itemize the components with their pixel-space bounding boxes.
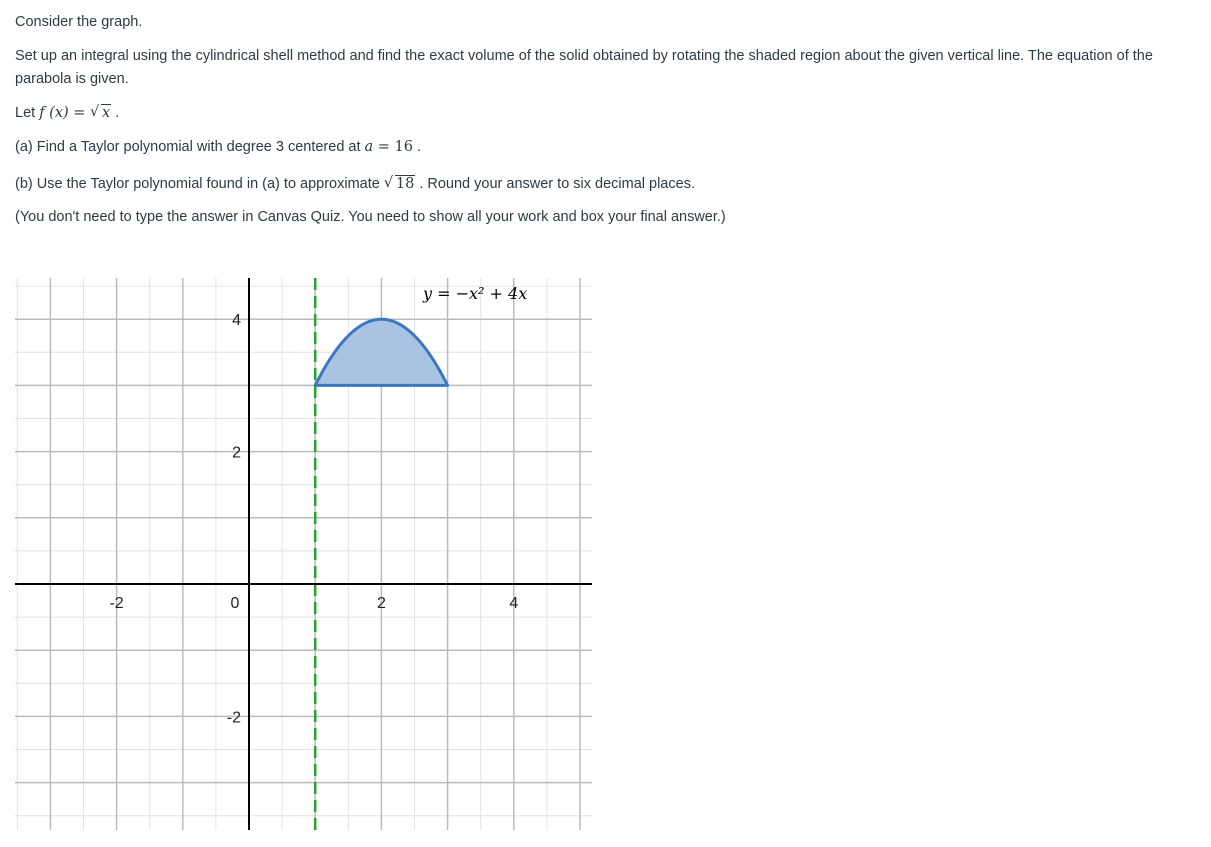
x-tick-label: 4: [509, 595, 519, 612]
grid-minor: [15, 278, 592, 830]
y-tick-label: -2: [226, 709, 241, 727]
grid-major: [15, 278, 592, 830]
part-b-text: (b) Use the Taylor polynomial found in (a) to approximate: [15, 176, 384, 192]
sqrt-symbol-b: √ 18: [383, 175, 415, 192]
curve-label: y = −x² + 4x: [423, 284, 528, 303]
let-suffix: .: [111, 105, 120, 121]
graph: [0, 270, 600, 835]
part-b: [15, 173, 1195, 196]
part-a: [15, 136, 1195, 159]
part-a-math: a =: [364, 139, 395, 155]
function-arg: x: [102, 105, 111, 121]
instructions-text: Set up an integral using the cylindrical shell method and find the exact volume of the solid obtained by rotating the shaded region about the given vertical line. The equation of the parabola is given.: [15, 48, 1153, 87]
x-tick-label: -2: [109, 595, 124, 612]
shaded-region: [315, 319, 447, 385]
let-prefix: Let: [15, 105, 40, 121]
note-text: (You don't need to type the answer in Canvas Quiz. You need to show all your work and box your final answer.): [15, 209, 726, 225]
x-tick-label: 0: [230, 595, 240, 612]
y-tick-label: 2: [232, 444, 241, 462]
x-tick-label: 2: [376, 595, 386, 612]
y-tick-label: 4: [232, 312, 241, 330]
intro-text: Consider the graph.: [15, 14, 143, 30]
part-a-value: 16: [394, 139, 413, 155]
function-definition: [15, 102, 1195, 125]
part-b-suffix: . Round your answer to six decimal places.: [415, 176, 695, 192]
part-a-text: (a) Find a Taylor polynomial with degree 3 centered at: [15, 139, 365, 155]
sqrt-symbol: √ x: [90, 104, 111, 121]
function-lhs: f (x) =: [39, 105, 91, 121]
part-b-radicand: 18: [395, 176, 415, 192]
part-a-suffix: .: [413, 139, 422, 155]
tick-labels: [109, 312, 518, 726]
